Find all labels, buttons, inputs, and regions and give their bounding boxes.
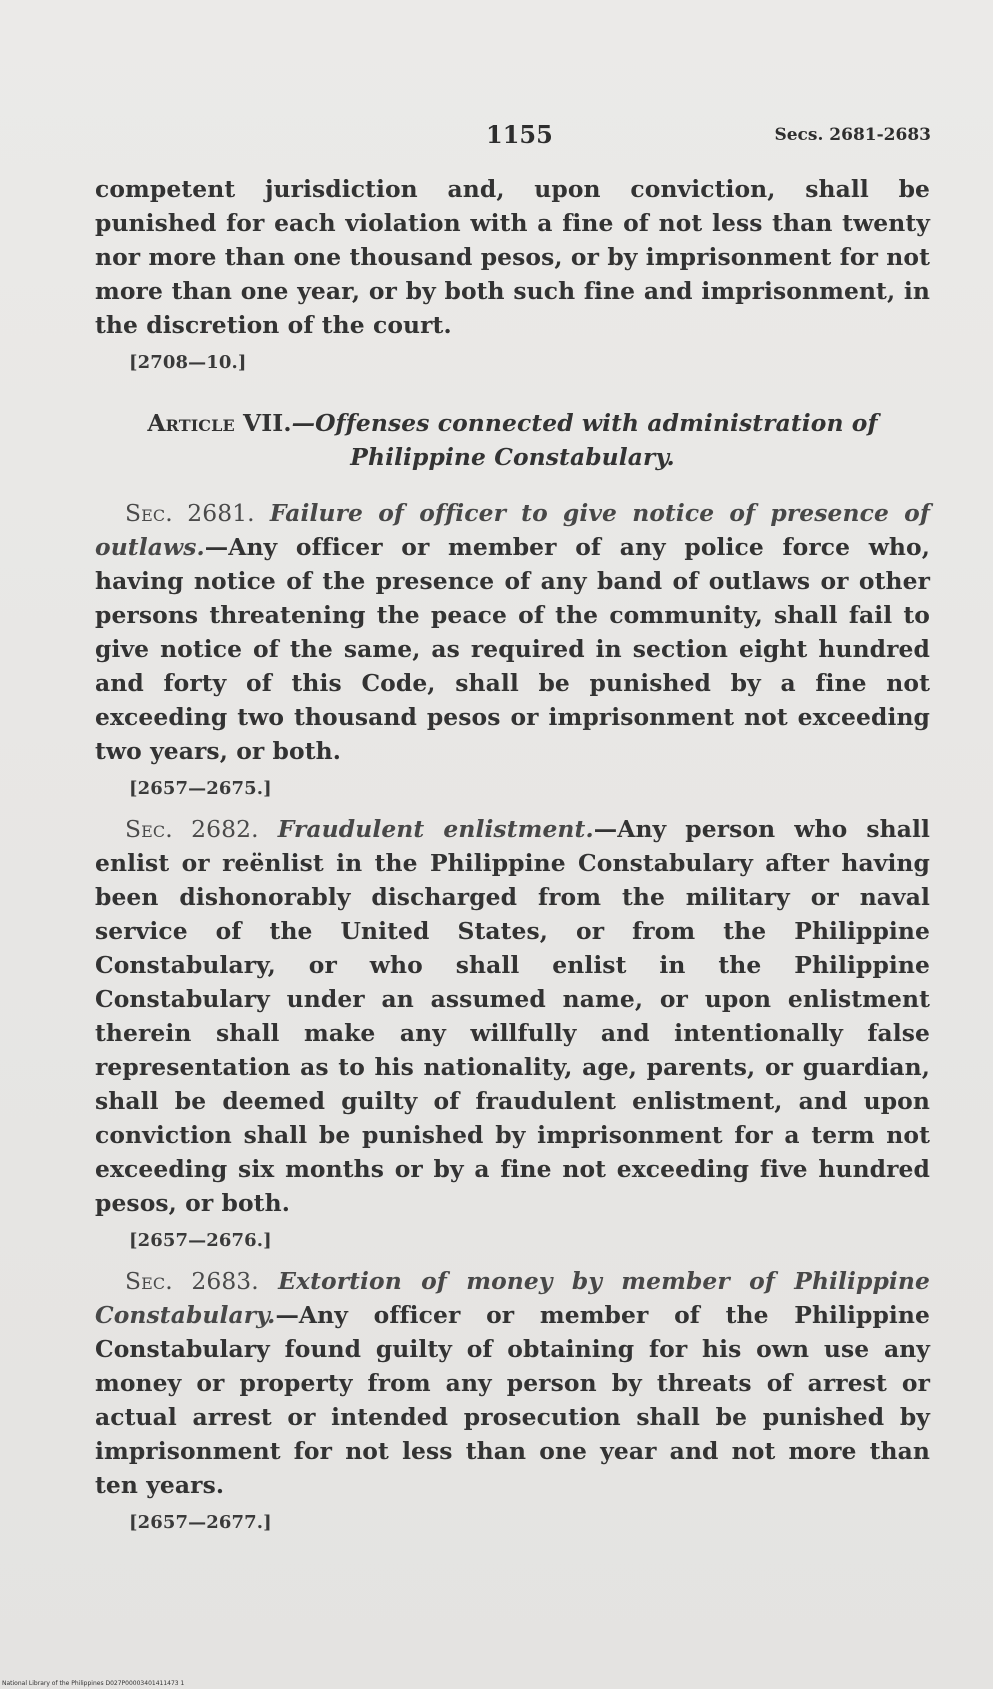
section-2681: [95, 496, 930, 768]
section-reference: [2657—2675.]: [129, 778, 272, 799]
section-reference: [2657—2676.]: [129, 1230, 272, 1251]
page-number: 1155: [486, 120, 553, 149]
article-heading: [115, 406, 910, 474]
continuation-paragraph: competent jurisdiction and, upon conviction, shall be punished for each violation with a fine of not less than twenty nor more than one thousand pesos, or by imprisonment for not more than one year, or by both such fine and imprisonment, in the discretion of the court.: [95, 175, 930, 339]
section-label: Sec. 2681.: [125, 499, 255, 527]
section-range: Secs. 2681-2683: [774, 125, 931, 145]
section-reference: [2657—2677.]: [129, 1512, 272, 1533]
section-title: Fraudulent enlistment.: [277, 815, 594, 843]
section-text: —Any officer or member of any police force who, having notice of the presence of any band of outlaws or other persons threatening the peace of the community, shall fail to give notice of the same, as required in section eight hundred and forty of this Code, shall be punished by a fine not exceeding two thousand pesos or imprisonment not exceeding two years, or both.: [95, 533, 930, 765]
scan-credit: National Library of the Philippines D027P00003401411473 1: [2, 1680, 185, 1687]
section-text: —Any officer or member of the Philippine Constabulary found guilty of obtaining for his own use any money or property from any person by threats of arrest or actual arrest or intended prosecution shall be punished by imprisonment for not less than one year and not more than ten years.: [95, 1301, 930, 1499]
continuation-reference: [2708—10.]: [129, 352, 247, 373]
article-title: —Offenses connected with administration of Philippine Constabulary.: [291, 409, 878, 471]
section-label: Sec. 2683.: [125, 1267, 259, 1295]
article-label: Article VII.: [147, 409, 292, 437]
body-text: [95, 172, 930, 1546]
section-2683: [95, 1264, 930, 1502]
page-header: [0, 120, 993, 160]
section-label: Sec. 2682.: [125, 815, 259, 843]
section-text: —Any person who shall enlist or reënlist in the Philippine Constabulary after having been dishonorably discharged from the military or naval service of the United States, or from the Philippine Constabulary, or who shall enlist in the Philippine Constabulary under an assumed name, or upon enlistment therein shall make any willfully and intentionally false representation as to his nationality, age, parents, or guardian, shall be deemed guilty of fraudulent enlistment, and upon conviction shall be punished by imprisonment for a term not exceeding six months or by a fine not exceeding five hundred pesos, or both.: [95, 815, 931, 1217]
section-title: Extortion of money by member of Philippine Constabulary.: [95, 1267, 931, 1329]
section-2682: [95, 812, 930, 1220]
section-title: Failure of officer to give notice of presence of outlaws.: [95, 499, 930, 561]
